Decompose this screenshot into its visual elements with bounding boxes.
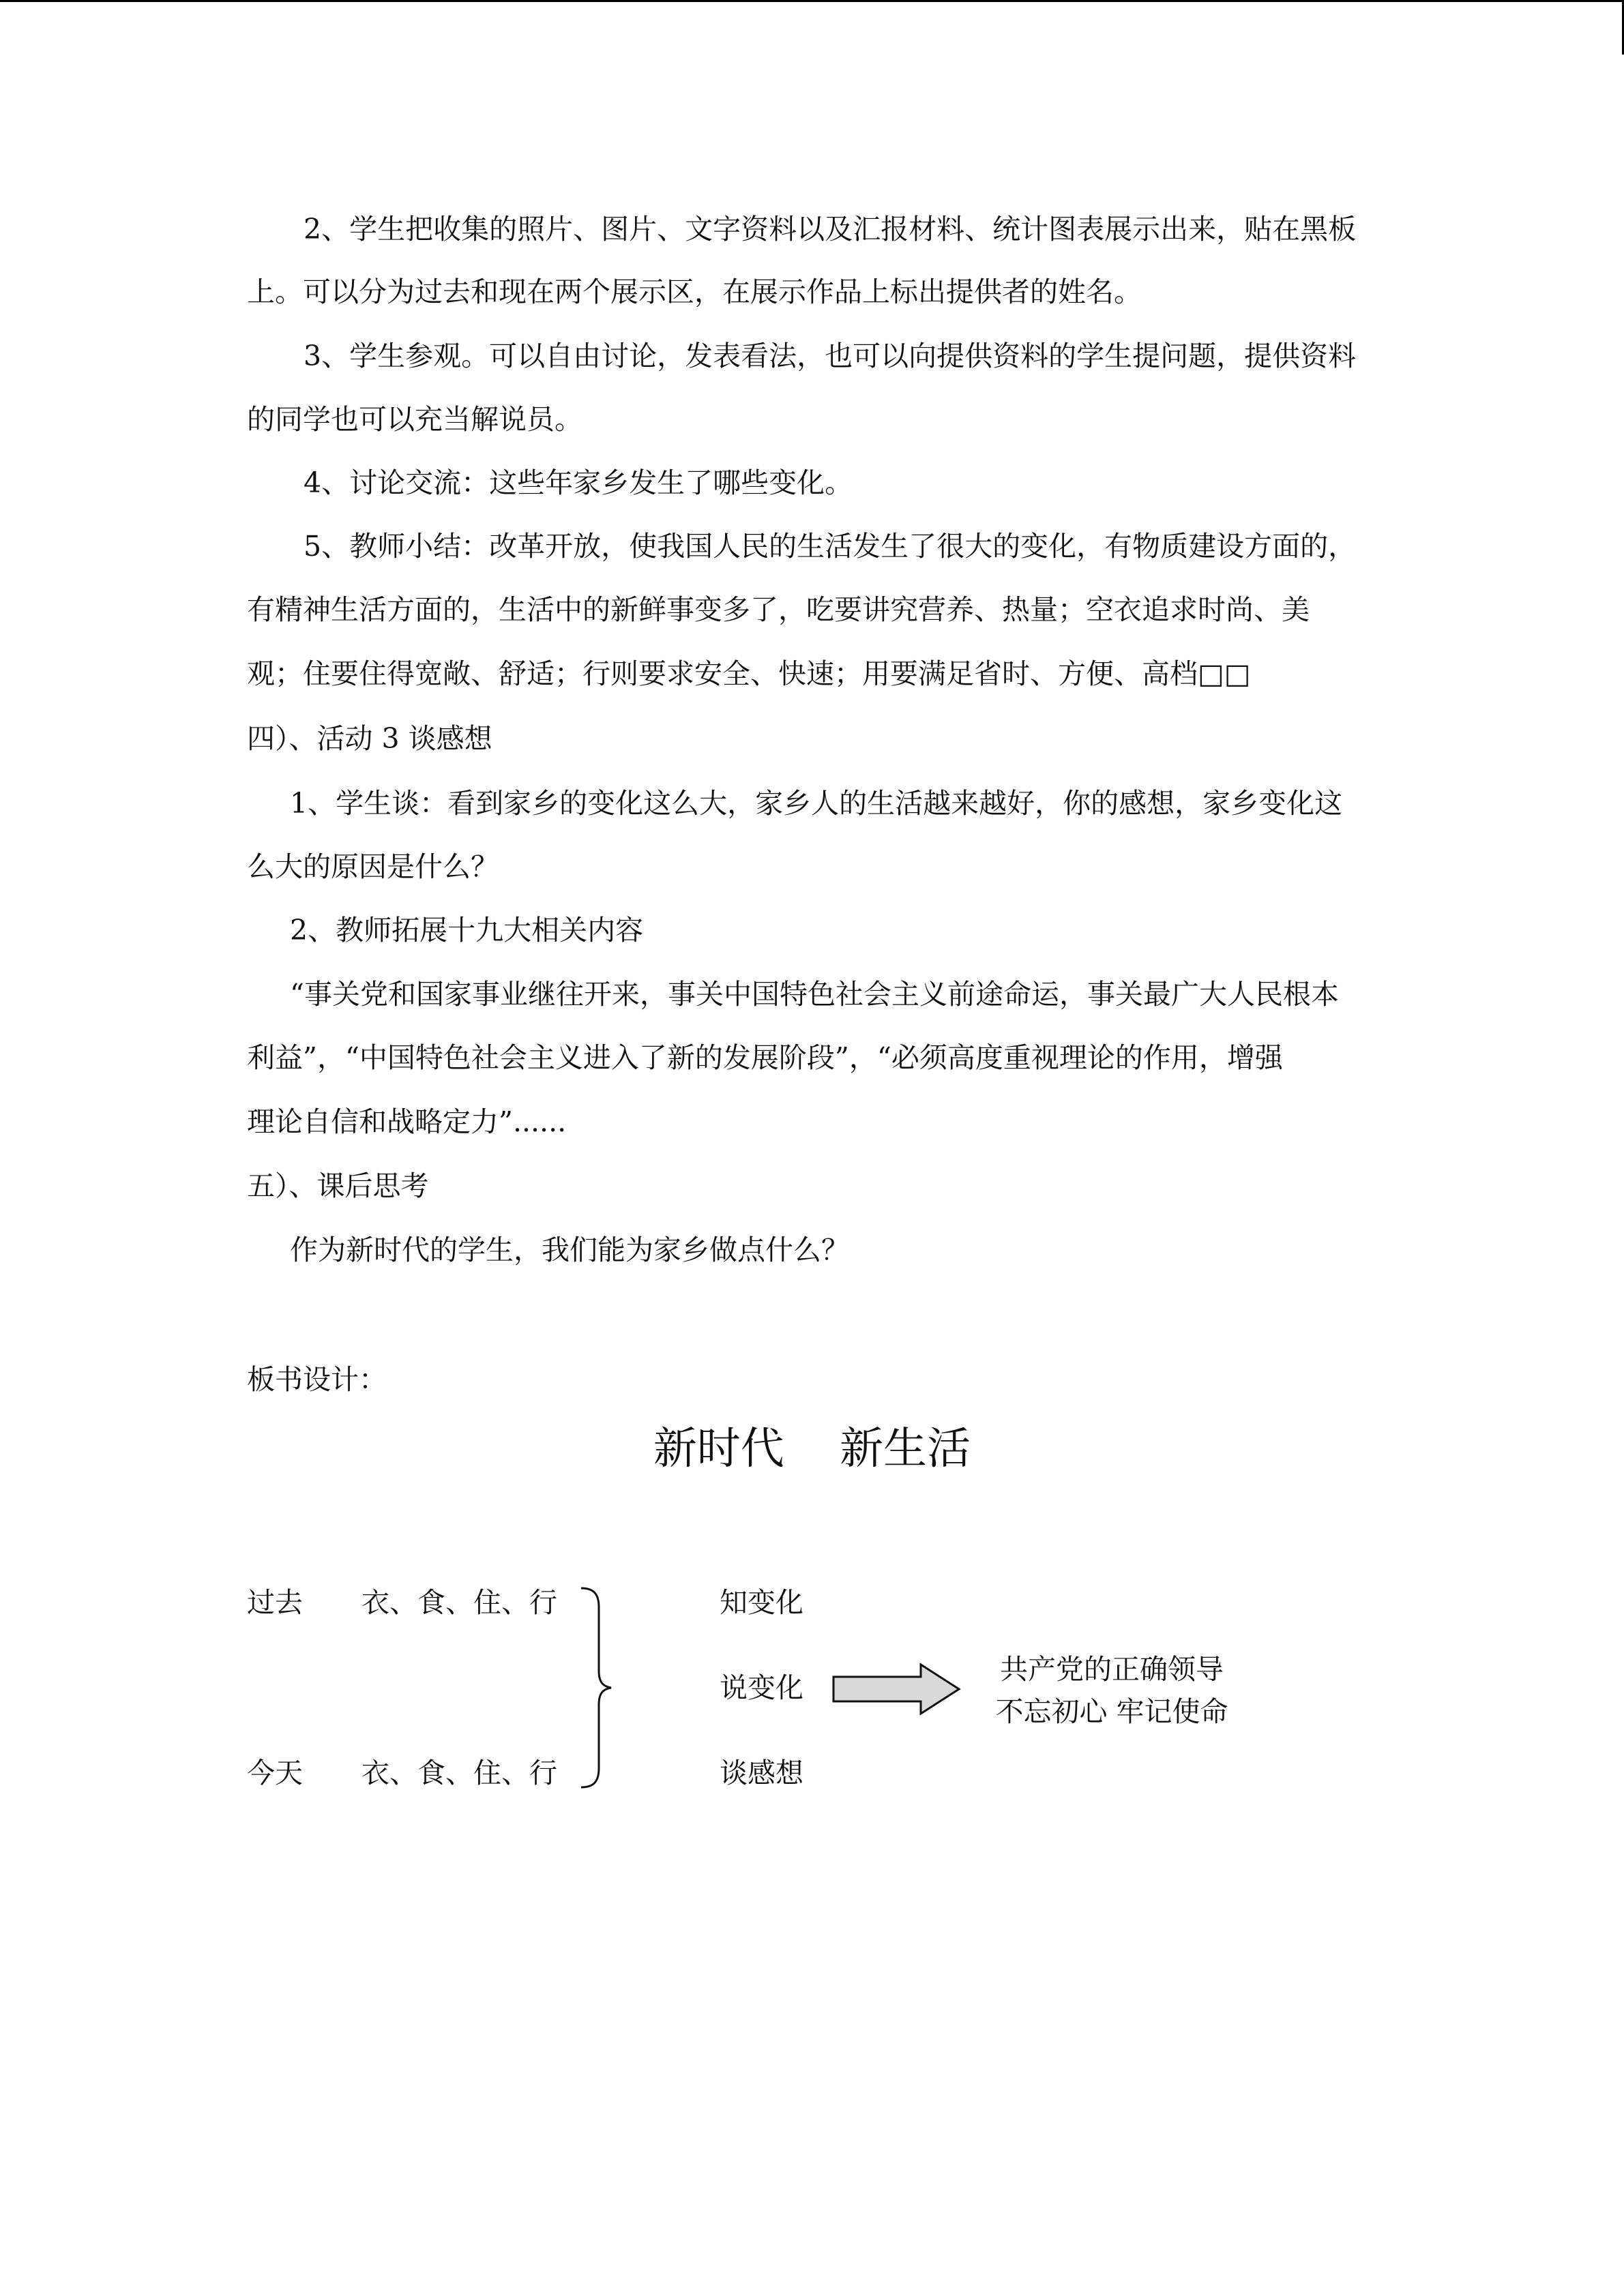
right-brace-icon	[580, 1585, 614, 1790]
today-label: 今天	[247, 1757, 303, 1789]
paragraph-line: 3、学生参观。可以自由讨论，发表看法，也可以向提供资料的学生提问题，提供资料	[304, 340, 1357, 372]
step-know-change: 知变化	[720, 1586, 803, 1619]
paragraph-line: 观；住要住得宽敞、舒适；行则要求安全、快速；用要满足省时、方便、高档□□	[247, 657, 1251, 690]
past-label: 过去	[247, 1586, 303, 1619]
today-items: 衣、食、住、行	[361, 1757, 557, 1789]
past-items: 衣、食、住、行	[361, 1586, 557, 1619]
paragraph-line: 4、讨论交流：这些年家乡发生了哪些变化。	[304, 466, 853, 499]
step-tell-change: 说变化	[720, 1671, 803, 1704]
paragraph-line: 有精神生活方面的，生活中的新鲜事变多了，吃要讲究营养、热量；空衣追求时尚、美	[247, 593, 1310, 626]
paragraph-line: 上。可以分为过去和现在两个展示区，在展示作品上标出提供者的姓名。	[247, 275, 1142, 308]
result-line-2: 不忘初心 牢记使命	[995, 1695, 1228, 1728]
board-title: 新时代 新生活	[653, 1424, 971, 1474]
quote-line: “事关党和国家事业继往开来，事关中国特色社会主义前途命运，事关最广大人民根本	[290, 978, 1339, 1011]
result-line-1: 共产党的正确领导	[1000, 1653, 1224, 1686]
page-top-border	[0, 0, 1624, 2]
right-arrow-icon	[832, 1662, 969, 1716]
paragraph-line: 2、学生把收集的照片、图片、文字资料以及汇报材料、统计图表展示出来，贴在黑板	[304, 213, 1357, 245]
paragraph-line: 2、教师拓展十九大相关内容	[290, 914, 644, 946]
section-heading: 四）、活动 3 谈感想	[247, 722, 492, 755]
board-design-heading: 板书设计：	[247, 1363, 387, 1396]
paragraph-line: 的同学也可以充当解说员。	[247, 403, 582, 436]
quote-line: 利益”，“中国特色社会主义进入了新的发展阶段”，“必须高度重视理论的作用，增强	[247, 1041, 1283, 1074]
step-share-feelings: 谈感想	[720, 1757, 803, 1789]
quote-line: 理论自信和战略定力”......	[247, 1105, 567, 1138]
paragraph-line: 么大的原因是什么？	[247, 850, 499, 883]
paragraph-line: 5、教师小结：改革开放，使我国人民的生活发生了很大的变化，有物质建设方面的，	[304, 530, 1357, 563]
paragraph-line: 作为新时代的学生，我们能为家乡做点什么？	[290, 1234, 849, 1266]
section-heading: 五）、课后思考	[247, 1169, 429, 1202]
paragraph-line: 1、学生谈：看到家乡的变化这么大，家乡人的生活越来越好，你的感想，家乡变化这	[290, 787, 1343, 820]
